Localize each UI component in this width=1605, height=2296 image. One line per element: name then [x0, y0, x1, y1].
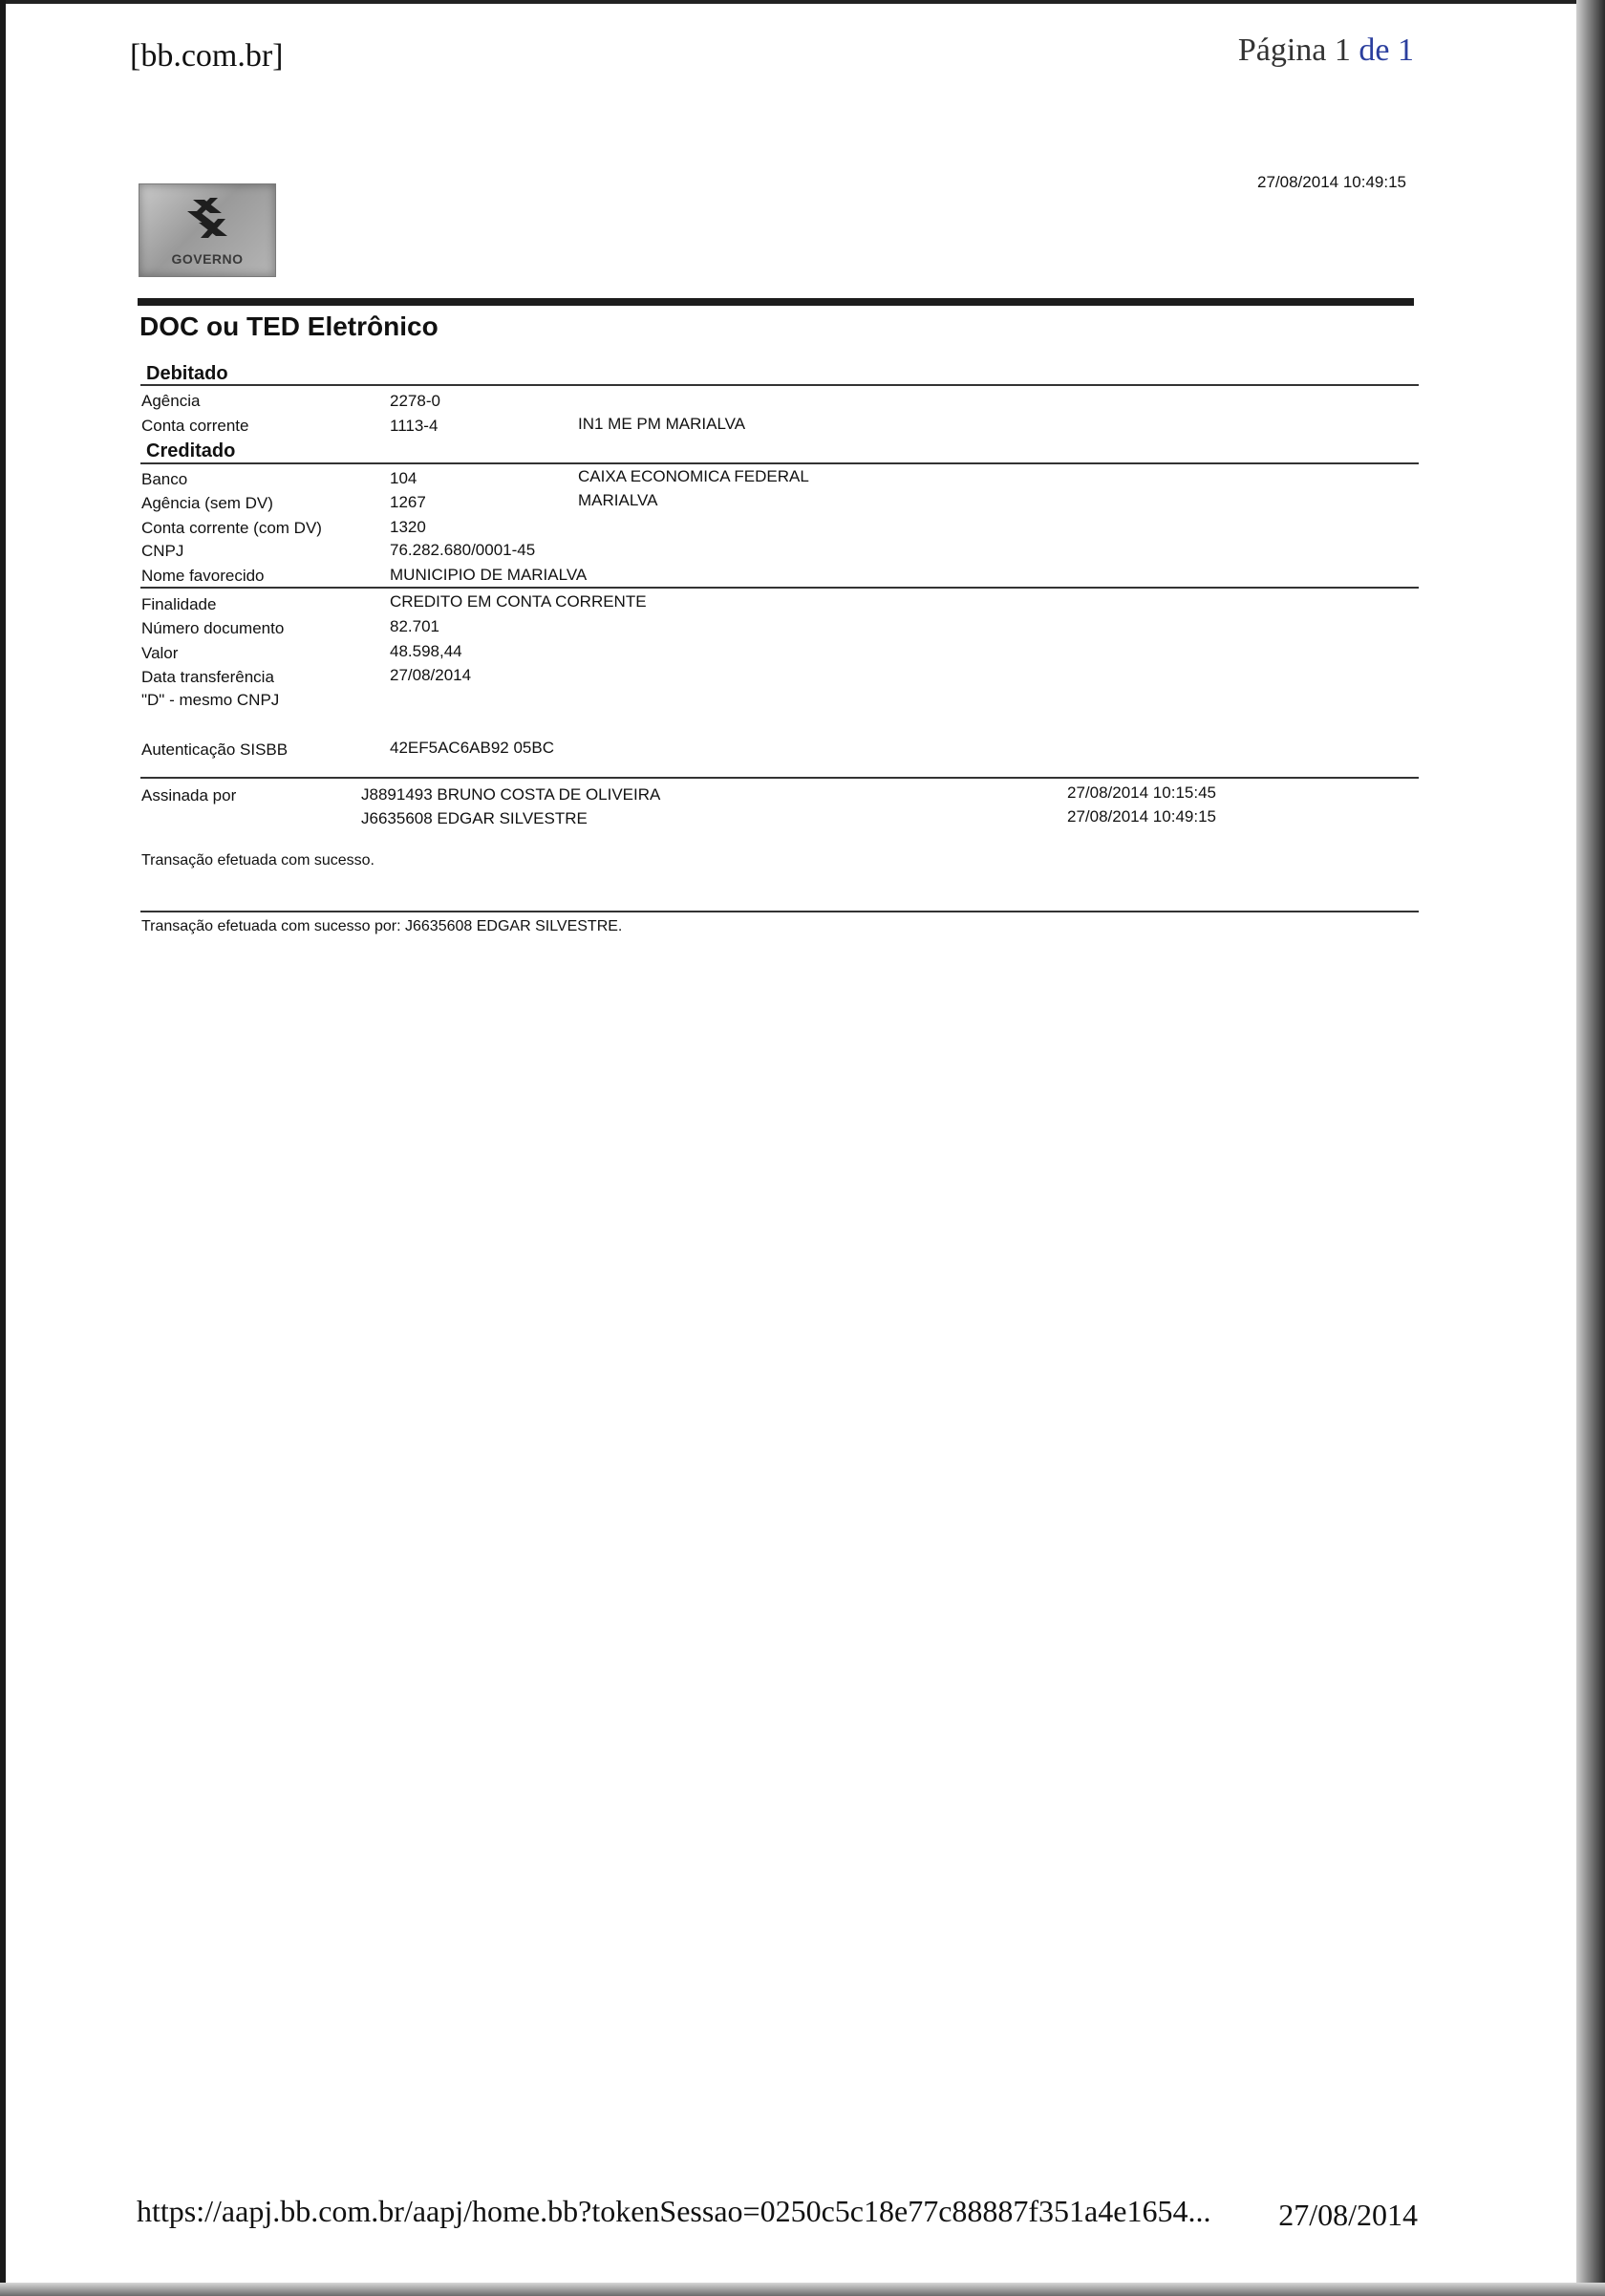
scan-edge-top	[0, 0, 1605, 4]
section-creditado: Creditado	[146, 440, 236, 461]
scan-edge-bottom	[0, 2283, 1605, 2296]
debitado-conta-name: IN1 ME PM MARIALVA	[578, 415, 746, 433]
divider-detalhes	[140, 587, 1419, 589]
section-debitado: Debitado	[146, 363, 228, 384]
assinada-por-label: Assinada por	[141, 786, 237, 805]
bb-logo-icon	[180, 194, 235, 244]
autenticacao-value: 42EF5AC6AB92 05BC	[390, 739, 554, 757]
creditado-agencia-label: Agência (sem DV)	[141, 494, 273, 512]
creditado-banco-value: 104	[390, 469, 417, 487]
creditado-favorecido-label: Nome favorecido	[141, 567, 265, 585]
logo-caption: GOVERNO	[171, 251, 244, 267]
creditado-cnpj-label: CNPJ	[141, 542, 184, 560]
debitado-conta-label: Conta corrente	[141, 417, 249, 435]
finalidade-value: CREDITO EM CONTA CORRENTE	[390, 592, 647, 611]
debitado-agencia-label: Agência	[141, 392, 201, 410]
debitado-conta-value: 1113-4	[390, 417, 439, 435]
divider-debitado	[140, 384, 1419, 386]
page-number-label: Página 1	[1237, 32, 1351, 68]
status-message: Transação efetuada com sucesso.	[141, 852, 374, 869]
mesmo-cnpj-label: "D" - mesmo CNPJ	[141, 691, 280, 709]
scan-edge-right	[1576, 0, 1605, 2296]
signer-name: J6635608 EDGAR SILVESTRE	[361, 809, 588, 827]
footer-url: https://aapj.bb.com.br/aapj/home.bb?tokenSessao=0250c5c18e77c88887f351a4e1654...	[137, 2194, 1211, 2228]
valor-label: Valor	[141, 644, 179, 662]
status-message-by: Transação efetuada com sucesso por: J6635608 EDGAR SILVESTRE.	[141, 918, 623, 934]
autenticacao-label: Autenticação SISBB	[141, 740, 289, 759]
signer-datetime: 27/08/2014 10:49:15	[1067, 807, 1216, 826]
creditado-conta-value: 1320	[390, 518, 426, 536]
divider-creditado	[140, 462, 1419, 464]
valor-value: 48.598,44	[390, 642, 462, 660]
page-number	[1238, 32, 1414, 69]
finalidade-label: Finalidade	[141, 595, 217, 613]
divider-status	[140, 911, 1419, 912]
footer-date: 27/08/2014	[1278, 2198, 1418, 2232]
creditado-banco-name: CAIXA ECONOMICA FEDERAL	[578, 467, 809, 485]
printed-timestamp: 27/08/2014 10:49:15	[1257, 173, 1406, 191]
site-header: [bb.com.br]	[130, 38, 284, 74]
signer-name: J8891493 BRUNO COSTA DE OLIVEIRA	[361, 785, 661, 804]
page-number-total: de 1	[1350, 32, 1414, 68]
data-transferencia-label: Data transferência	[141, 668, 274, 686]
creditado-favorecido-value: MUNICIPIO DE MARIALVA	[390, 566, 588, 584]
data-transferencia-value: 27/08/2014	[390, 666, 472, 684]
document-title: DOC ou TED Eletrônico	[139, 311, 439, 341]
debitado-agencia-value: 2278-0	[390, 392, 440, 410]
creditado-agencia-name: MARIALVA	[578, 491, 658, 509]
creditado-conta-label: Conta corrente (com DV)	[141, 519, 322, 537]
signer-datetime: 27/08/2014 10:15:45	[1067, 783, 1216, 802]
title-rule	[138, 298, 1414, 306]
creditado-agencia-value: 1267	[390, 493, 426, 511]
numero-documento-label: Número documento	[141, 619, 285, 637]
scan-edge-left	[0, 0, 6, 2296]
divider-assinaturas	[140, 777, 1419, 779]
bank-logo	[139, 183, 276, 277]
creditado-cnpj-value: 76.282.680/0001-45	[390, 541, 536, 559]
numero-documento-value: 82.701	[390, 617, 439, 635]
creditado-banco-label: Banco	[141, 470, 188, 488]
